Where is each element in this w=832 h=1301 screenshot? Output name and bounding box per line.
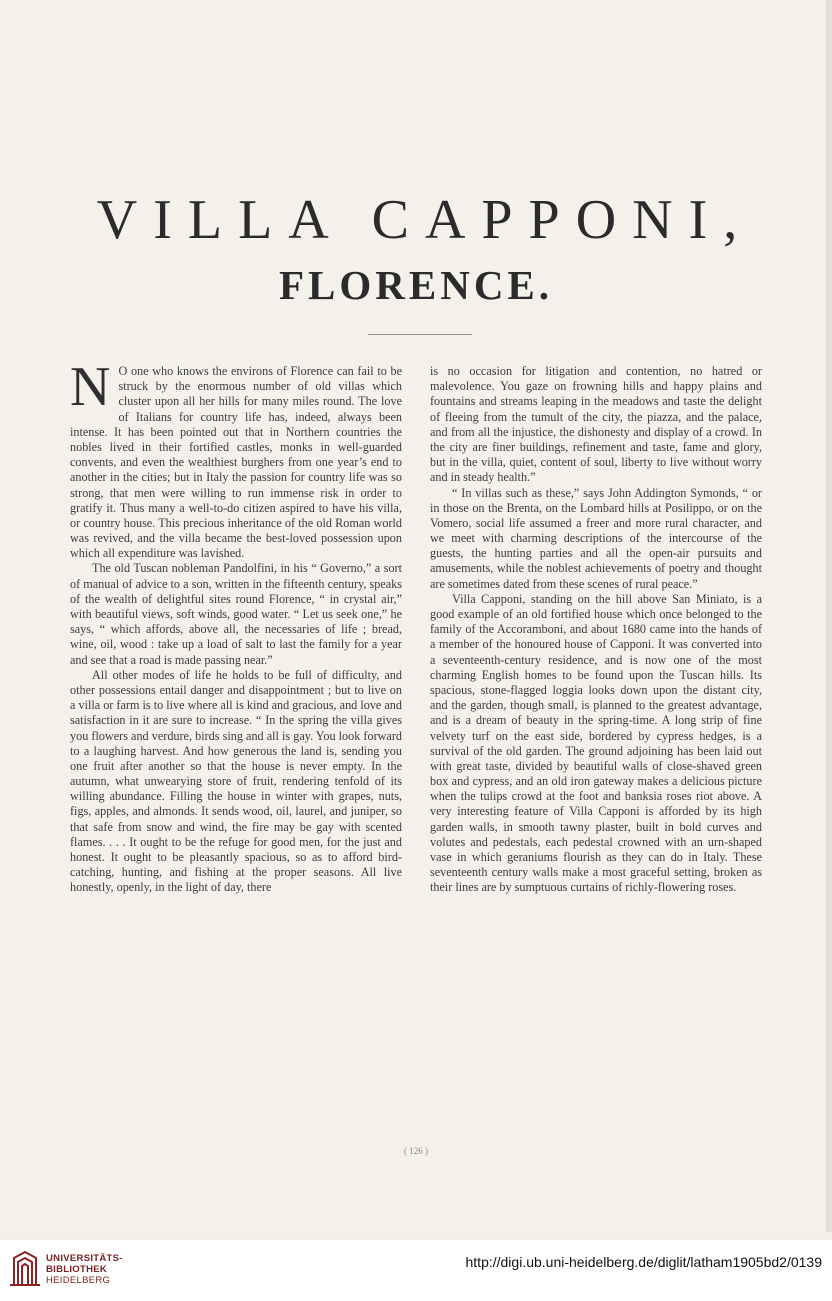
paragraph: N O one who knows the environs of Florence can fail to be struck by the enormous number of old villas which cluster upon all her hills for many miles round. The love of Italians for country life has, indeed, always been intense. It has been pointed out that in Northern countries the nobles lived in their fortified castles, monks in well-guarded convents, and even the wealthiest burghers from one year’s end to another in the cities; but in Italy the passion for country life was so strong, that men were willing to run immense risk in order to gratify it. Thus many a well-to-do citizen aspired to have his villa, or country house. This precious inheritance of the old Roman world was revived, and the villa became the best-loved possession upon which all expenditure was lavished. [70, 356, 402, 561]
left-column [70, 356, 402, 896]
paragraph: is no occasion for litigation and contention, no hatred or malevolence. You gaze on frowning hills and happy plains and fountains and streams leaping in the meadows and taste the delight of fleeing from the tumult of the city, the piazza, and the palace, and from all the injustice, the dishonesty and display of a crowd. In the city are finer buildings, refinement and taste, fame and glory, but in the villa, quiet, content of soul, liberty to live without worry and in steady health.” [430, 364, 762, 485]
title-divider [368, 334, 472, 335]
digitization-footer [0, 1240, 832, 1301]
drop-cap: N [70, 356, 111, 418]
page-number: ( 126 ) [404, 1146, 428, 1156]
library-city: HEIDELBERG [46, 1275, 111, 1286]
paragraph: Villa Capponi, standing on the hill above San Miniato, is a good example of an old fortified house which once belonged to the family of the Accoramboni, and about 1680 came into the hands of a member of the honoured house of Capponi. It was converted into a seventeenth-century residence, and is now one of the most charming English homes to be found upon the Tuscan hills. Its spacious, stone-flagged loggia looks down upon the distant city, and the garden, though small, is planned to the greatest advantage, and is a dream of beauty in the spring-time. A long strip of fine velvety turf on the east side, bordered by cypress hedges, is a survival of the old garden. The ground adjoining has been laid out with great taste, divided by beautiful walls of close-shaved green box and cypress, and an old iron gateway makes a delicious picture when the tulips crowd at the foot and banksia roses riot above. A very interesting feature of Villa Capponi is afforded by its high garden walls, in smooth tawny plaster, built in bold curves and volutes and pedestals, each pedestal crowned with an urn-shaped vase in which geraniums flourish as they can do in Italy. These seventeenth century walls make a most graceful setting, broken as their lines are by sumptuous curtains of richly-flowering roses. [430, 591, 762, 895]
article-subtitle: FLORENCE. [278, 262, 554, 308]
library-name[interactable]: UNIVERSITÄTS- BIBLIOTHEK [46, 1253, 123, 1275]
paragraph: The old Tuscan nobleman Pandolfini, in his “ Governo,” a sort of manual of advice to a son, written in the fifteenth century, speaks of the wealth of delightful sites round Florence, “ in crystal air,” with beautiful views, soft winds, good water. “ Let us seek one,” he says, “ which affords, above all, the necessaries of life ; bread, wine, oil, wood : take up a load of salt to last the family for a year and see that a road is made passing near.” [70, 561, 402, 667]
paragraph: All other modes of life he holds to be full of difficulty, and other possessions entail danger and disappointment ; but to live on a villa or farm is to live where all is kind and gracious, and love and satisfaction in it are sure to increase. “ In the spring the villa gives you flowers and verdure, birds sing and all is gay. You look forward to a laughing harvest. And how generous the land is, sending you one fruit after another so that the house is never empty. In the autumn, what unwearying store of fruit, rendering tenfold of its willing abundance. Filling the house in winter with grapes, nuts, figs, apples, and almonds. It sends wood, oil, laurel, and juniper, so that safe from snow and wind, the fire may be gay with scented flames. . . . It ought to be the refuge for good men, for the just and honest. It ought to be pleasantly spacious, so as to afford bird-catching, hunting, and fishing at the proper seasons. All live honestly, openly, in the light of day, there [70, 667, 402, 895]
right-column [430, 364, 762, 896]
paragraph: “ In villas such as these,” says John Addington Symonds, “ or in those on the Brenta, on the Lombard hills at Posilippo, or on the Vomero, social life assumed a freer and more rural character, and we meet with charming descriptions of the intercourse of the guests, the hunting parties and all the open-air pursuits and amusements, while the noblest achievements of poetry and thought are sometimes dated from these scenes of rural peace.” [430, 485, 762, 591]
source-url-link[interactable]: http://digi.ub.uni-heidelberg.de/diglit/latham1905bd2/0139 [465, 1254, 822, 1270]
article-title: VILLA CAPPONI, [96, 189, 754, 251]
university-library-logo-icon[interactable] [8, 1248, 42, 1288]
